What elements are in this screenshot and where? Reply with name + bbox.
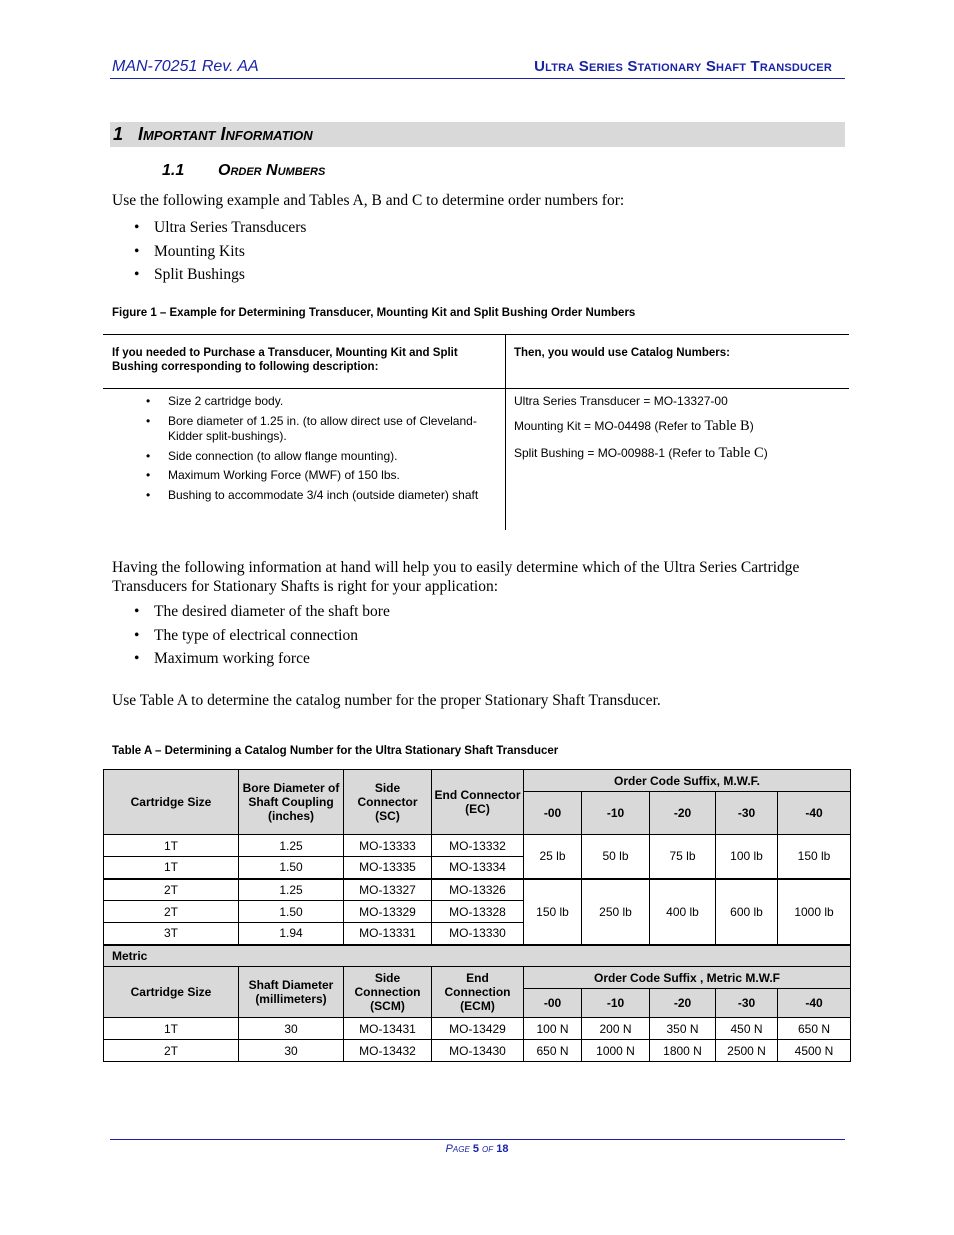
- metric-header-cartridge: Cartridge Size: [104, 967, 239, 1018]
- tableA-caption: Table A – Determining a Catalog Number for the Ultra Stationary Shaft Transducer: [112, 745, 559, 757]
- mwf-cell: 600 lb: [716, 879, 778, 945]
- header-title: Ultra Series Stationary Shaft Transducer: [534, 58, 832, 75]
- mwf-cell: 250 lb: [582, 879, 650, 945]
- section-title: Important Information: [138, 124, 313, 144]
- col-header-suffix: Order Code Suffix, M.W.F.: [524, 770, 851, 792]
- suffix-header: -10: [582, 792, 650, 835]
- table-row: 2T 30 MO-13432 MO-13430 650 N 1000 N 1800 N 2500 N 4500 N: [104, 1040, 851, 1062]
- subsection-number: 1.1: [162, 162, 185, 179]
- figure1-caption: Figure 1 – Example for Determining Transducer, Mounting Kit and Split Bushing Order Numbers: [112, 307, 636, 319]
- figure1-bullet: • Bushing to accommodate 3/4 inch (outside diameter) shaft: [146, 488, 494, 503]
- mwf-cell: 25 lb: [524, 835, 582, 879]
- table-a: [103, 769, 851, 1062]
- intro-bullet: • Mounting Kits: [134, 243, 245, 261]
- suffix-header: -10: [582, 989, 650, 1018]
- section-number: 1: [113, 124, 124, 144]
- mwf-cell: 100 lb: [716, 835, 778, 879]
- figure1-bullet: • Maximum Working Force (MWF) of 150 lbs.: [146, 468, 494, 483]
- suffix-header: -30: [716, 989, 778, 1018]
- mwf-cell: 75 lb: [650, 835, 716, 879]
- metric-header-shaft: Shaft Diameter (millimeters): [239, 967, 344, 1018]
- col-header-side: Side Connector (SC): [344, 770, 432, 835]
- suffix-header: -40: [778, 792, 851, 835]
- mwf-cell: 1000 lb: [778, 879, 851, 945]
- metric-header-end: End Connection (ECM): [432, 967, 524, 1018]
- figure1-header-rule: [103, 388, 849, 389]
- mwf-cell: 400 lb: [650, 879, 716, 945]
- metric-label: Metric: [104, 945, 851, 967]
- mwf-cell: 150 lb: [778, 835, 851, 879]
- figure1-bullet: • Bore diameter of 1.25 in. (to allow direct use of Cleveland-Kidder split-bushings).: [146, 414, 494, 444]
- table-c-reference[interactable]: Table C: [718, 445, 764, 461]
- col-header-cartridge: Cartridge Size: [104, 770, 239, 835]
- header-doc-id: MAN-70251 Rev. AA: [112, 58, 259, 75]
- figure1-bullet: • Side connection (to allow flange mounting).: [146, 449, 494, 464]
- metric-header-side: Side Connection (SCM): [344, 967, 432, 1018]
- para2-bullet: • The desired diameter of the shaft bore: [134, 603, 390, 621]
- figure1-col1-header: If you needed to Purchase a Transducer, Mounting Kit and Split Bushing corresponding to following description:: [112, 347, 458, 373]
- paragraph-2: Having the following information at hand will help you to easily determine which of the Ultra Series Cartridge Transducers for Stationary Shafts is right for your application:: [112, 559, 800, 595]
- catalog-split-bushing: Split Bushing = MO-00988-1 (Refer to Table C): [514, 445, 768, 461]
- figure1-col2-header: Then, you would use Catalog Numbers:: [514, 347, 730, 359]
- page-footer: Page 5 of 18: [445, 1143, 509, 1155]
- suffix-header: -20: [650, 792, 716, 835]
- table-row: 2T 1.25 MO-13327 MO-13326 150 lb 250 lb 400 lb 600 lb 1000 lb: [104, 879, 851, 901]
- mwf-cell: 50 lb: [582, 835, 650, 879]
- suffix-header: -00: [524, 989, 582, 1018]
- para2-bullet: • Maximum working force: [134, 650, 310, 668]
- intro-bullet: • Ultra Series Transducers: [134, 219, 306, 237]
- table-b-reference[interactable]: Table B: [704, 418, 750, 434]
- table-row: 3T 1.94 MO-13331 MO-13330: [104, 923, 851, 945]
- para2-bullet: • The type of electrical connection: [134, 627, 358, 645]
- suffix-header: -40: [778, 989, 851, 1018]
- metric-divider-row: [104, 945, 851, 967]
- suffix-header: -00: [524, 792, 582, 835]
- subsection-heading: [162, 162, 325, 180]
- paragraph-3: Use Table A to determine the catalog number for the proper Stationary Shaft Transducer.: [112, 692, 661, 709]
- figure1-bullet: • Size 2 cartridge body.: [146, 394, 494, 409]
- figure1-divider: [505, 334, 506, 530]
- metric-header-suffix: Order Code Suffix , Metric M.W.F: [524, 967, 851, 989]
- col-header-bore: Bore Diameter of Shaft Coupling (inches): [239, 770, 344, 835]
- page-total: 18: [496, 1143, 509, 1155]
- table-row: 1T 1.50 MO-13335 MO-13334: [104, 857, 851, 879]
- col-header-end: End Connector (EC): [432, 770, 524, 835]
- suffix-header: -30: [716, 792, 778, 835]
- table-row: 1T 1.25 MO-13333 MO-13332 25 lb 50 lb 75 lb 100 lb 150 lb: [104, 835, 851, 857]
- header-rule: [110, 78, 845, 79]
- subsection-title: Order Numbers: [218, 162, 326, 179]
- section-heading: [113, 124, 313, 145]
- catalog-transducer: Ultra Series Transducer = MO-13327-00: [514, 394, 728, 408]
- mwf-cell: 150 lb: [524, 879, 582, 945]
- catalog-mounting-kit: Mounting Kit = MO-04498 (Refer to Table B): [514, 418, 754, 434]
- footer-rule: [110, 1139, 845, 1140]
- table-row: 2T 1.50 MO-13329 MO-13328: [104, 901, 851, 923]
- intro-paragraph: Use the following example and Tables A, B and C to determine order numbers for:: [112, 192, 625, 209]
- table-row: 1T 30 MO-13431 MO-13429 100 N 200 N 350 N 450 N 650 N: [104, 1018, 851, 1040]
- page-number: 5: [472, 1143, 479, 1155]
- suffix-header: -20: [650, 989, 716, 1018]
- figure1-top-rule: [103, 334, 849, 335]
- intro-bullet: • Split Bushings: [134, 266, 245, 284]
